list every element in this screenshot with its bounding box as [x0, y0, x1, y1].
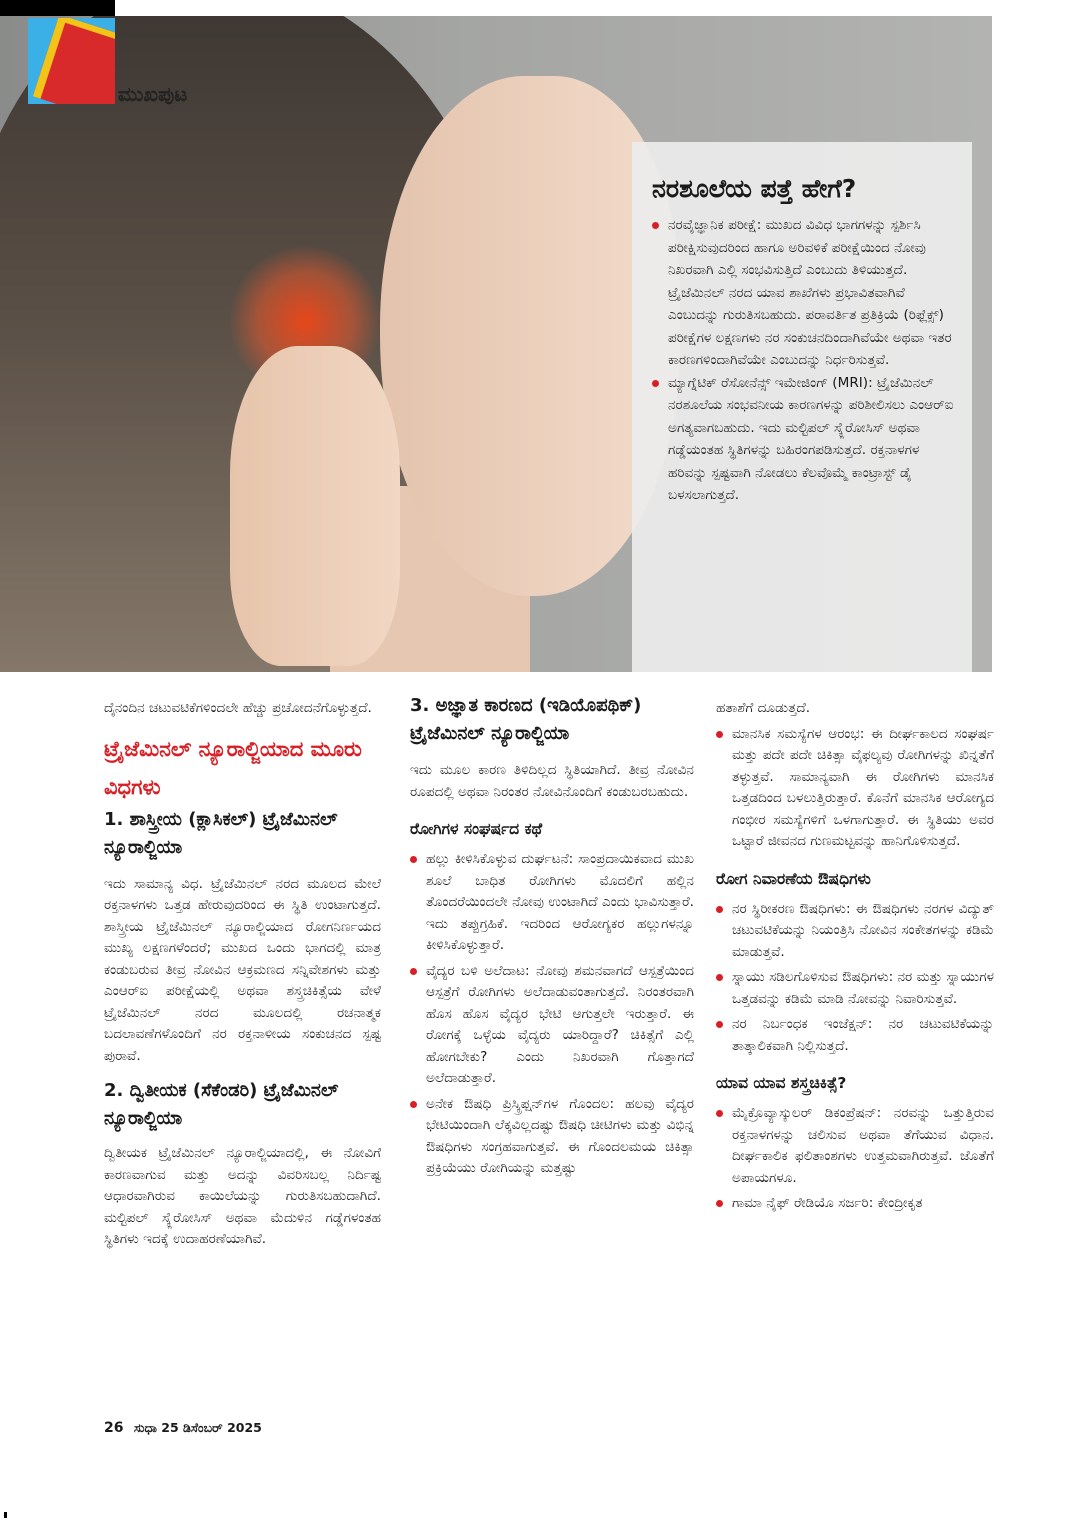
- infobox-item: ಮ್ಯಾಗ್ನೆಟಿಕ್ ರೆಸೋನೆನ್ಸ್ ಇಮೇಜಿಂಗ್ (MRI): ಟ್ರೈಜೆಮಿನಲ್ ನರಶೂಲೆಯ ಸಂಭವನೀಯ ಕಾರಣಗಳನ್ನು ಪರಿಶೀಲಿಸಲು ಎಂಆರ್‌ಐ ಅಗತ್ಯವಾಗಬಹುದು. ಇದು ಮಲ್ಟಿಪಲ್ ಸ್ಕ್ಲೆರೋಸಿಸ್ ಅಥವಾ ಗಡ್ಡೆಯಂತಹ ಸ್ಥಿತಿಗಳನ್ನು ಬಹಿರಂಗಪಡಿಸುತ್ತದೆ. ರಕ್ತನಾಳಗಳ ಹರಿವನ್ನು ಸ್ಪಷ್ಟವಾಗಿ ನೋಡಲು ಕೆಲವೊಮ್ಮೆ ಕಾಂಟ್ರಾಸ್ಟ್ ಡೈ ಬಳಸಲಾಗುತ್ತದೆ.: [652, 372, 954, 507]
- bullet-icon: [716, 906, 723, 913]
- bullet-icon: [652, 380, 659, 387]
- bullet-icon: [716, 1200, 723, 1207]
- section-label: ಮುಖಪುಟ: [118, 82, 188, 106]
- diagnosis-infobox: [632, 142, 972, 672]
- bullet-icon: [716, 1021, 723, 1028]
- list-item: ನರ ನಿರ್ಬಂಧಕ ಇಂಜೆಕ್ಷನ್: ನರ ಚಟುವಟಿಕೆಯನ್ನು ತಾತ್ಕಾಲಿಕವಾಗಿ ನಿಲ್ಲಿಸುತ್ತದೆ.: [716, 1014, 994, 1057]
- list-item: ಹಲ್ಲು ಕೀಳಿಸಿಕೊಳ್ಳುವ ದುರ್ಘಟನೆ: ಸಾಂಪ್ರದಾಯಿಕವಾದ ಮುಖ ಶೂಲೆ ಬಾಧಿತ ರೋಗಿಗಳು ಮೊದಲಿಗೆ ಹಲ್ಲಿನ ತೊಂದರೆಯಿಂದಲೇ ನೋವು ಉಂಟಾಗಿದೆ ಎಂದು ಭಾವಿಸುತ್ತಾರೆ. ಇದು ತಪ್ಪುಗ್ರಹಿಕೆ. ಇದರಿಂದ ಆರೋಗ್ಯಕರ ಹಲ್ಲುಗಳನ್ನೂ ಕೀಳಿಸಿಕೊಳ್ಳುತ್ತಾರೆ.: [410, 849, 694, 957]
- column-3: [716, 698, 994, 1219]
- bullet-icon: [716, 731, 723, 738]
- list-item: ಮೈಕ್ರೊವ್ಯಾಸ್ಕುಲರ್ ಡಿಕಂಪ್ರೆಷನ್: ನರವನ್ನು ಒತ್ತುತ್ತಿರುವ ರಕ್ತನಾಳಗಳನ್ನು ಚಲಿಸುವ ಅಥವಾ ತೆಗೆಯುವ ವಿಧಾನ. ದೀರ್ಘಕಾಲಿಕ ಫಲಿತಾಂಶಗಳು ಉತ್ತಮವಾಗಿರುತ್ತವೆ. ಜೊತೆಗೆ ಅಪಾಯಗಳೂ.: [716, 1103, 994, 1189]
- photo-hand-shape: [230, 346, 400, 666]
- bullet-icon: [652, 222, 659, 229]
- bullet-icon: [410, 968, 417, 975]
- struggle-heading: ರೋಗಿಗಳ ಸಂಘರ್ಷದ ಕಥೆ: [410, 820, 543, 838]
- paragraph: ಇದು ಮೂಲ ಕಾರಣ ತಿಳಿದಿಲ್ಲದ ಸ್ಥಿತಿಯಾಗಿದೆ. ತೀವ್ರ ನೋವಿನ ರೂಪದಲ್ಲಿ ಅಥವಾ ನಿರಂತರ ನೋವಿನೊಂದಿಗೆ ಕಂಡುಬರಬಹುದು.: [410, 762, 694, 800]
- surgery-heading: ಯಾವ ಯಾವ ಶಸ್ತ್ರಚಿಕಿತ್ಸೆ?: [716, 1074, 847, 1092]
- bullet-icon: [716, 974, 723, 981]
- subheading-type2: 2. ದ್ವಿತೀಯಕ (ಸೆಕೆಂಡರಿ) ಟ್ರೈಜೆಮಿನಲ್ ನ್ಯೂರಾಲ್ಜಿಯಾ: [104, 1080, 339, 1129]
- paragraph: ದೈನಂದಿನ ಚಟುವಟಿಕೆಗಳಿಂದಲೇ ಹೆಚ್ಚು ಪ್ರಚೋದನೆಗೊಳ್ಳುತ್ತದೆ.: [104, 700, 372, 716]
- paragraph: ದ್ವಿತೀಯಕ ಟ್ರೈಜೆಮಿನಲ್ ನ್ಯೂರಾಲ್ಜಿಯಾದಲ್ಲಿ, ಈ ನೋವಿಗೆ ಕಾರಣವಾಗುವ ಮತ್ತು ಅದನ್ನು ವಿವರಿಸಬಲ್ಲ ನಿರ್ದಿಷ್ಟ ಆಧಾರವಾಗಿರುವ ಕಾಯಿಲೆಯನ್ನು ಗುರುತಿಸಬಹುದಾಗಿದೆ. ಮಲ್ಟಿಪಲ್ ಸ್ಕ್ಲೆರೋಸಿಸ್ ಅಥವಾ ಮೆದುಳಿನ ಗಡ್ಡೆಗಳಂತಹ ಸ್ಥಿತಿಗಳು ಇದಕ್ಕೆ ಉದಾಹರಣೆಯಾಗಿವೆ.: [104, 1145, 381, 1247]
- page-number: 26: [104, 1420, 124, 1436]
- paragraph: ಹತಾಶೆಗೆ ದೂಡುತ್ತದೆ.: [716, 700, 811, 716]
- list-item: ಸ್ನಾಯು ಸಡಿಲಗೊಳಿಸುವ ಔಷಧಿಗಳು: ನರ ಮತ್ತು ಸ್ನಾಯುಗಳ ಒತ್ತಡವನ್ನು ಕಡಿಮೆ ಮಾಡಿ ನೋವನ್ನು ನಿವಾರಿಸುತ್ತವೆ.: [716, 967, 994, 1010]
- column-1: [104, 698, 381, 1255]
- cover-photo: [0, 16, 992, 672]
- crop-mark: [4, 1512, 7, 1518]
- page-footer: [104, 1420, 262, 1436]
- list-item: ನರ ಸ್ಥಿರೀಕರಣ ಔಷಧಿಗಳು: ಈ ಔಷಧಿಗಳು ನರಗಳ ವಿದ್ಯುತ್ ಚಟುವಟಿಕೆಯನ್ನು ನಿಯಂತ್ರಿಸಿ ನೋವಿನ ಸಂಕೇತಗಳನ್ನು ಕಡಿಮೆ ಮಾಡುತ್ತವೆ.: [716, 899, 994, 964]
- list-item: ವೈದ್ಯರ ಬಳಿ ಅಲೆದಾಟ: ನೋವು ಶಮನವಾಗದೆ ಆಸ್ಪತ್ರೆಯಿಂದ ಆಸ್ಪತ್ರೆಗೆ ರೋಗಿಗಳು ಅಲೆದಾಡುವಂತಾಗುತ್ತದೆ. ನಿರಂತರವಾಗಿ ಹೊಸ ಹೊಸ ವೈದ್ಯರ ಭೇಟಿ ಆಗುತ್ತಲೇ ಇರುತ್ತಾರೆ. ಈ ರೋಗಕ್ಕೆ ಒಳ್ಳೆಯ ವೈದ್ಯರು ಯಾರಿದ್ದಾರೆ? ಚಿಕಿತ್ಸೆಗೆ ಎಲ್ಲಿ ಹೋಗಬೇಕು? ಎಂದು ನಿಖರವಾಗಿ ಗೊತ್ತಾಗದೆ ಅಲೆದಾಡುತ್ತಾರೆ.: [410, 961, 694, 1090]
- list-item: ಅನೇಕ ಔಷಧಿ ಪ್ರಿಸ್ಕ್ರಿಪ್ಷನ್‌ಗಳ ಗೊಂದಲ: ಹಲವು ವೈದ್ಯರ ಭೇಟಿಯಿಂದಾಗಿ ಲೆಕ್ಕವಿಲ್ಲದಷ್ಟು ಔಷಧಿ ಚೀಟಿಗಳು ಮತ್ತು ವಿಭಿನ್ನ ಔಷಧಿಗಳು ಸಂಗ್ರಹವಾಗುತ್ತವೆ. ಈ ಗೊಂದಲಮಯ ಚಿಕಿತ್ಸಾ ಪ್ರಕ್ರಿಯೆಯು ರೋಗಿಯನ್ನು ಮತ್ತಷ್ಟು: [410, 1094, 694, 1180]
- issue-info: ಸುಧಾ 25 ಡಿಸೆಂಬರ್ 2025: [133, 1420, 262, 1435]
- section-heading: ಟ್ರೈಜೆಮಿನಲ್ ನ್ಯೂರಾಲ್ಜಿಯಾದ ಮೂರು ವಿಧಗಳು: [104, 736, 362, 799]
- subheading-type1: 1. ಶಾಸ್ತ್ರೀಯ (ಕ್ಲಾಸಿಕಲ್) ಟ್ರೈಜೆಮಿನಲ್ ನ್ಯೂರಾಲ್ಜಿಯಾ: [104, 808, 338, 858]
- bullet-icon: [410, 1101, 417, 1108]
- infobox-title: ನರಶೂಲೆಯ ಪತ್ತೆ ಹೇಗೆ?: [652, 174, 857, 203]
- infobox-item: ನರವೈಜ್ಞಾನಿಕ ಪರೀಕ್ಷೆ: ಮುಖದ ವಿವಿಧ ಭಾಗಗಳನ್ನು ಸ್ಪರ್ಶಿಸಿ ಪರೀಕ್ಷಿಸುವುದರಿಂದ ಹಾಗೂ ಅರಿವಳಿಕೆ ಪರೀಕ್ಷೆಯಿಂದ ನೋವು ನಿಖರವಾಗಿ ಎಲ್ಲಿ ಸಂಭವಿಸುತ್ತಿದೆ ಎಂಬುದು ತಿಳಿಯುತ್ತದೆ. ಟ್ರೈಜೆಮಿನಲ್ ನರದ ಯಾವ ಶಾಖೆಗಳು ಪ್ರಭಾವಿತವಾಗಿವೆ ಎಂಬುದನ್ನು ಗುರುತಿಸಬಹುದು. ಪರಾವರ್ತಿತ ಪ್ರತಿಕ್ರಿಯೆ (ರಿಫ್ಲೆಕ್ಸ್) ಪರೀಕ್ಷೆಗಳ ಲಕ್ಷಣಗಳು ನರ ಸಂಕುಚನದಿಂದಾಗಿವೆಯೇ ಅಥವಾ ಇತರ ಕಾರಣಗಳಿಂದಾಗಿವೆಯೇ ಎಂಬುದನ್ನು ನಿರ್ಧರಿಸುತ್ತವೆ.: [652, 214, 954, 372]
- list-item: ಮಾನಸಿಕ ಸಮಸ್ಯೆಗಳ ಆರಂಭ: ಈ ದೀರ್ಘಕಾಲದ ಸಂಘರ್ಷ ಮತ್ತು ಪದೇ ಪದೇ ಚಿಕಿತ್ಸಾ ವೈಫಲ್ಯವು ರೋಗಿಗಳನ್ನು ಖಿನ್ನತೆಗೆ ತಳ್ಳುತ್ತವೆ. ಸಾಮಾನ್ಯವಾಗಿ ಈ ರೋಗಿಗಳು ಮಾನಸಿಕ ಒತ್ತಡದಿಂದ ಬಳಲುತ್ತಿರುತ್ತಾರೆ. ಕೊನೆಗೆ ಮಾನಸಿಕ ಆರೋಗ್ಯದ ಗಂಭೀರ ಸಮಸ್ಯೆಗಳಿಗೆ ಒಳಗಾಗುತ್ತಾರೆ. ಈ ಸ್ಥಿತಿಯು ಅವರ ಒಟ್ಟಾರೆ ಜೀವನದ ಗುಣಮಟ್ಟವನ್ನು ಹಾನಿಗೊಳಿಸುತ್ತದೆ.: [716, 724, 994, 853]
- magazine-logo-icon: [28, 18, 115, 104]
- list-item: ಗಾಮಾ ನೈಫ್ ರೇಡಿಯೊ ಸರ್ಜರಿ: ಕೇಂದ್ರೀಕೃತ: [716, 1193, 994, 1215]
- subheading-type3: 3. ಅಜ್ಞಾತ ಕಾರಣದ (ಇಡಿಯೊಪಥಿಕ್) ಟ್ರೈಜೆಮಿನಲ್ ನ್ಯೂರಾಲ್ಜಿಯಾ: [410, 695, 642, 744]
- bullet-icon: [410, 856, 417, 863]
- column-2: [410, 695, 694, 1184]
- medicine-heading: ರೋಗ ನಿವಾರಣೆಯ ಔಷಧಿಗಳು: [716, 869, 871, 888]
- bullet-icon: [716, 1110, 723, 1117]
- paragraph: ಇದು ಸಾಮಾನ್ಯ ವಿಧ. ಟ್ರೈಜೆಮಿನಲ್ ನರದ ಮೂಲದ ಮೇಲೆ ರಕ್ತನಾಳಗಳು ಒತ್ತಡ ಹೇರುವುದರಿಂದ ಈ ಸ್ಥಿತಿ ಉಂಟಾಗುತ್ತದೆ. ಶಾಸ್ತ್ರೀಯ ಟ್ರೈಜೆಮಿನಲ್ ನ್ಯೂರಾಲ್ಜಿಯಾದ ರೋಗನಿರ್ಣಯದ ಮುಖ್ಯ ಲಕ್ಷಣಗಳೆಂದರೆ; ಮುಖದ ಒಂದು ಭಾಗದಲ್ಲಿ ಮಾತ್ರ ಕಂಡುಬರುವ ತೀವ್ರ ನೋವಿನ ಆಕ್ರಮಣದ ಸನ್ನಿವೇಶಗಳು ಮತ್ತು ಎಂಆರ್‌ಐ ಪರೀಕ್ಷೆಯಲ್ಲಿ ಅಥವಾ ಶಸ್ತ್ರಚಿಕಿತ್ಸೆಯ ವೇಳೆ ಟ್ರೈಜೆಮಿನಲ್ ನರದ ಮೂಲದಲ್ಲಿ ರಚನಾತ್ಮಕ ಬದಲಾವಣೆಗಳೊಂದಿಗೆ ನರ ರಕ್ತನಾಳೀಯ ಸಂಕುಚನದ ಸ್ಪಷ್ಟ ಪುರಾವೆ.: [104, 875, 381, 1064]
